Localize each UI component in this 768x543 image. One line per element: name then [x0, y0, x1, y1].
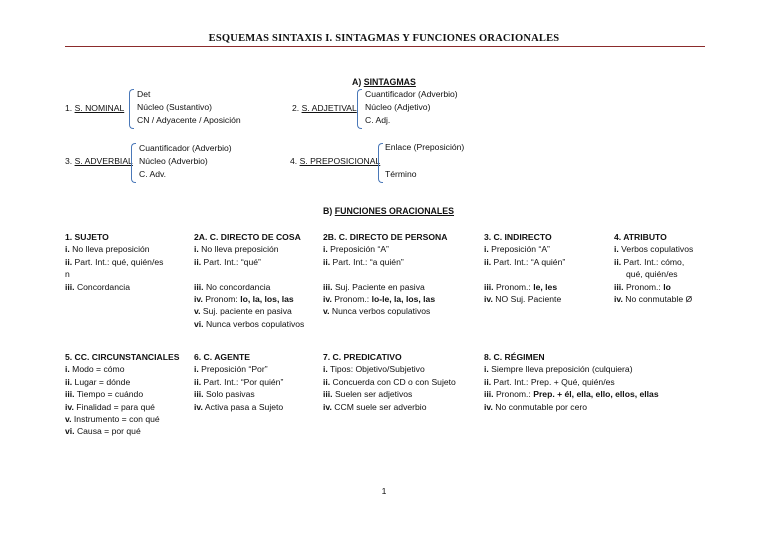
- s-nominal-num: 1.: [65, 103, 73, 113]
- line-text: Part. Int.: “Por quién”: [201, 376, 284, 387]
- line-number: ii.: [323, 256, 331, 267]
- line-text: Part. Int.: “qué”: [201, 256, 261, 267]
- regimen-block: [484, 351, 659, 413]
- line-text: Instrumento = con qué: [71, 414, 160, 425]
- line-number: iv.: [614, 294, 623, 305]
- line-bold-text: lo-le, la, los, las: [371, 294, 436, 305]
- line-number: i.: [614, 244, 619, 255]
- function-line: [323, 268, 447, 280]
- function-line: [484, 256, 565, 268]
- line-number: iii.: [65, 281, 75, 292]
- function-line: [194, 281, 304, 293]
- line-text: Part. Int.: “a quién”: [330, 256, 404, 267]
- s-adjetival-brace: [357, 89, 362, 129]
- function-line: [614, 243, 693, 255]
- line-text: Concordancia: [74, 281, 130, 292]
- function-line: [65, 363, 179, 375]
- section-a-heading: [352, 77, 416, 87]
- line-text: Nunca verbos copulativos: [329, 306, 431, 317]
- line-number: ii.: [323, 376, 331, 387]
- s-adjetival-name: S. ADJETIVAL: [301, 103, 357, 113]
- s-adverbial-item: Cuantificador (Adverbio): [139, 143, 232, 153]
- s-preposicional-termino: Término: [385, 169, 417, 179]
- function-line: [65, 243, 163, 255]
- line-number: v.: [65, 414, 72, 425]
- line-text: Preposición “A”: [488, 244, 550, 255]
- line-text: No conmutable por cero: [492, 401, 588, 412]
- line-text: Verbos copulativos: [618, 244, 694, 255]
- s-adjetival-num: 2.: [292, 103, 300, 113]
- function-line: [614, 281, 693, 293]
- line-text: No concordancia: [203, 281, 271, 292]
- s-adverbial-name: S. ADVERBIAL: [74, 156, 133, 166]
- line-text: Pronom.:: [493, 281, 534, 292]
- cc-block: [65, 351, 179, 438]
- line-text: Preposición “A”: [327, 244, 389, 255]
- function-line: [323, 305, 447, 317]
- line-text: Nunca verbos copulativos: [203, 318, 305, 329]
- function-line: [323, 401, 456, 413]
- s-nominal-item: Det: [137, 89, 151, 99]
- line-text: No conmutable Ø: [622, 294, 693, 305]
- line-number: ii.: [65, 376, 73, 387]
- s-adverbial-item: C. Adv.: [139, 169, 167, 180]
- function-line: [65, 413, 179, 425]
- function-title: 8. C. RÉGIMEN: [484, 352, 545, 362]
- line-number: iv.: [323, 401, 332, 412]
- line-bold-text: lo, la, los, las: [240, 294, 294, 305]
- s-adjetival-items: [365, 88, 458, 128]
- section-a-label: SINTAGMAS: [363, 77, 416, 87]
- line-number: iii.: [323, 389, 333, 400]
- line-number: iv.: [484, 294, 493, 305]
- line-text: Preposición “Por”: [198, 364, 268, 375]
- line-bold-text: Prep. + él, ella, ello, ellos, ellas: [533, 389, 659, 400]
- function-line: [194, 293, 304, 305]
- line-text: Part. Int.: qué, quién/es: [72, 256, 164, 267]
- line-number: iii.: [614, 281, 624, 292]
- line-number: iii.: [484, 389, 494, 400]
- cd-cosa-block: [194, 231, 304, 330]
- line-bold-text: lo: [663, 281, 671, 292]
- function-line: [484, 388, 659, 400]
- line-number: i.: [65, 364, 70, 375]
- line-text: Part. Int.: “A quién”: [491, 256, 566, 267]
- s-preposicional-enlace: Enlace (Preposición): [385, 142, 465, 152]
- function-title: 6. C. AGENTE: [194, 352, 251, 362]
- line-number: iv.: [65, 401, 74, 412]
- s-nominal-items: [137, 88, 241, 128]
- function-line: [65, 268, 163, 280]
- line-number: vi.: [194, 318, 204, 329]
- line-text: Part. Int.: Prep. + Qué, quién/es: [491, 376, 615, 387]
- line-text: Concuerda con CD o con Sujeto: [330, 376, 456, 387]
- function-title: 2B. C. DIRECTO DE PERSONA: [323, 232, 448, 242]
- line-text: CCM suele ser adverbio: [331, 401, 427, 412]
- function-line: [65, 256, 163, 268]
- function-line: [194, 376, 283, 388]
- line-number: iii.: [194, 281, 204, 292]
- function-line: [484, 243, 565, 255]
- line-number: ii.: [484, 376, 492, 387]
- line-text: Suj. Paciente en pasiva: [332, 281, 425, 292]
- function-line: [614, 268, 693, 280]
- function-line: [65, 376, 179, 388]
- function-line: [323, 256, 447, 268]
- function-line: [323, 293, 447, 305]
- line-text: No lleva preposición: [69, 244, 150, 255]
- section-b-heading: [323, 206, 454, 216]
- line-text: Causa = por qué: [74, 426, 141, 437]
- function-line: [323, 388, 456, 400]
- function-line: [323, 376, 456, 388]
- line-number: i.: [65, 244, 70, 255]
- line-bold-text: le, les: [533, 281, 558, 292]
- function-line: [194, 268, 304, 280]
- line-text: n: [65, 269, 70, 280]
- s-adverbial-item: Núcleo (Adverbio): [139, 156, 208, 167]
- predicativo-block: [323, 351, 456, 413]
- line-text: Suj. paciente en pasiva: [200, 306, 292, 317]
- s-preposicional-name: S. PREPOSICIONAL: [299, 156, 381, 166]
- s-preposicional-brace: [378, 143, 383, 183]
- function-line: [323, 363, 456, 375]
- line-number: v.: [323, 306, 330, 317]
- section-b-prefix: B): [323, 206, 333, 216]
- s-adverbial-items: [139, 142, 232, 182]
- line-text: Tiempo = cuándo: [74, 389, 144, 400]
- s-adjetival-label: [292, 103, 357, 113]
- s-adjetival-item: Cuantificador (Adverbio): [365, 89, 458, 99]
- section-b-label: FUNCIONES ORACIONALES: [334, 206, 455, 216]
- line-text: qué, quién/es: [614, 269, 678, 280]
- line-number: i.: [194, 244, 199, 255]
- function-line: [484, 363, 659, 375]
- function-line: [194, 305, 304, 317]
- function-line: [484, 281, 565, 293]
- line-number: i.: [194, 364, 199, 375]
- function-line: [194, 401, 283, 413]
- line-text: Pronom.:: [493, 389, 534, 400]
- cd-persona-block: [323, 231, 447, 318]
- line-number: ii.: [194, 376, 202, 387]
- line-text: Solo pasivas: [203, 389, 255, 400]
- sujeto-block: [65, 231, 163, 293]
- s-nominal-brace: [129, 89, 134, 129]
- agente-block: [194, 351, 283, 413]
- atributo-block: [614, 231, 693, 305]
- line-text: Suelen ser adjetivos: [332, 389, 413, 400]
- function-line: [194, 363, 283, 375]
- line-number: iv.: [484, 401, 493, 412]
- line-text: NO Suj. Paciente: [492, 294, 562, 305]
- line-number: ii.: [65, 256, 73, 267]
- s-nominal-name: S. NOMINAL: [74, 103, 125, 113]
- document-title: ESQUEMAS SINTAXIS I. SINTAGMAS Y FUNCIONES ORACIONALES: [208, 33, 560, 44]
- s-nominal-item: Núcleo (Sustantivo): [137, 102, 212, 113]
- ci-block: [484, 231, 565, 305]
- s-adjetival-item: Núcleo (Adjetivo): [365, 102, 431, 113]
- function-line: [194, 388, 283, 400]
- line-number: iii.: [323, 281, 333, 292]
- function-line: [484, 401, 659, 413]
- function-line: [194, 243, 304, 255]
- function-title: 1. SUJETO: [65, 232, 109, 242]
- function-line: [194, 256, 304, 268]
- s-adjetival-item: C. Adj.: [365, 115, 391, 126]
- function-line: [323, 243, 447, 255]
- s-nominal-item: CN / Adyacente / Aposición: [137, 115, 241, 126]
- line-text: Part. Int.: cómo,: [621, 256, 685, 267]
- function-title: 7. C. PREDICATIVO: [323, 352, 402, 362]
- line-number: i.: [484, 244, 489, 255]
- function-title: 2A. C. DIRECTO DE COSA: [194, 232, 301, 242]
- function-line: [65, 425, 179, 437]
- line-number: i.: [484, 364, 489, 375]
- line-number: ii.: [484, 256, 492, 267]
- function-line: [65, 388, 179, 400]
- line-number: iii.: [194, 389, 204, 400]
- section-a-prefix: A): [352, 77, 362, 87]
- function-title: 4. ATRIBUTO: [614, 232, 667, 242]
- line-number: vi.: [65, 426, 75, 437]
- s-preposicional-label: [290, 156, 380, 166]
- function-title: 3. C. INDIRECTO: [484, 232, 552, 242]
- line-text: Activa pasa a Sujeto: [202, 401, 284, 412]
- line-number: iv.: [323, 294, 332, 305]
- function-line: [484, 268, 565, 280]
- title-rule: [65, 46, 705, 47]
- line-text: Siempre lleva preposición (culquiera): [488, 364, 633, 375]
- function-line: [65, 401, 179, 413]
- line-number: iii.: [65, 389, 75, 400]
- line-number: iii.: [484, 281, 494, 292]
- function-line: [194, 318, 304, 330]
- function-line: [484, 293, 565, 305]
- function-line: [65, 281, 163, 293]
- line-number: ii.: [614, 256, 622, 267]
- line-text: Tipos: Objetivo/Subjetivo: [327, 364, 425, 375]
- line-text: No lleva preposición: [198, 244, 279, 255]
- line-number: iv.: [194, 294, 203, 305]
- line-text: Finalidad = para qué: [73, 401, 155, 412]
- page-number: 1: [381, 486, 387, 496]
- function-title: 5. CC. CIRCUNSTANCIALES: [65, 352, 180, 362]
- s-adverbial-label: [65, 156, 133, 166]
- function-line: [323, 281, 447, 293]
- line-text: Lugar = dónde: [72, 376, 131, 387]
- s-adverbial-num: 3.: [65, 156, 73, 166]
- s-preposicional-num: 4.: [290, 156, 298, 166]
- line-number: ii.: [194, 256, 202, 267]
- line-number: v.: [194, 306, 201, 317]
- line-text: Modo = cómo: [69, 364, 125, 375]
- line-text: Pronom.:: [331, 294, 372, 305]
- line-text: Pronom.:: [623, 281, 664, 292]
- function-line: [614, 256, 693, 268]
- line-number: iv.: [194, 401, 203, 412]
- s-nominal-label: [65, 103, 124, 113]
- function-line: [484, 376, 659, 388]
- line-number: i.: [323, 364, 328, 375]
- line-number: i.: [323, 244, 328, 255]
- function-line: [614, 293, 693, 305]
- line-text: Pronom:: [202, 294, 241, 305]
- s-adverbial-brace: [131, 143, 136, 183]
